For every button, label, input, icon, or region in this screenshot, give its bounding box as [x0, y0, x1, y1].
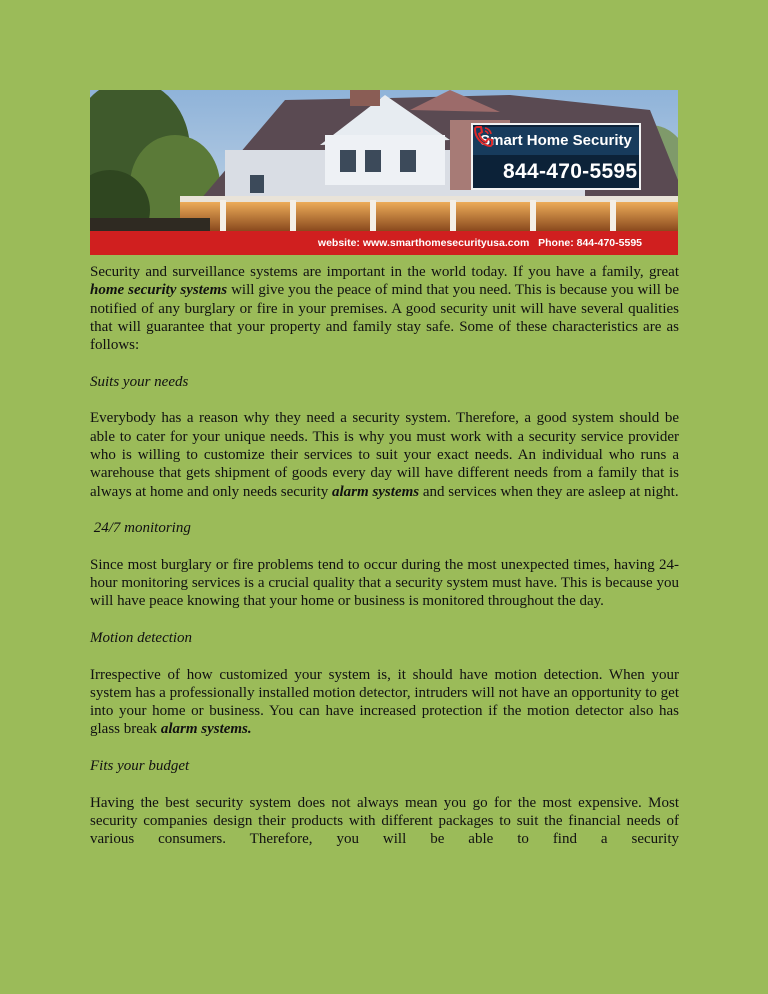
intro-text-a: Security and surveillance systems are important in the world today. If you have a family, great: [90, 264, 679, 280]
motion-keyword: alarm systems.: [160, 721, 252, 738]
section-heading-budget: Fits your budget: [90, 758, 190, 775]
section-heading-needs: Suits your needs: [90, 373, 189, 390]
section-paragraph-needs: [90, 409, 679, 500]
banner-image: [90, 90, 678, 255]
banner-footer: [90, 231, 678, 255]
needs-text-b: and services when they are asleep at night.: [419, 483, 679, 500]
section-heading-motion: Motion detection: [90, 629, 193, 646]
brand-box: [471, 123, 641, 190]
intro-text-b: will give you the peace of mind that you need. This is because you will be notified of any burglary or fire in your premises. A good security unit will have several qualities that will guarantee that your property and family stay safe. Some of these characteristics are as follows:: [90, 282, 680, 354]
article-body: [90, 263, 679, 867]
phone-icon: [473, 125, 493, 147]
banner-phone: Phone: 844-470-5595: [538, 237, 642, 249]
brand-phone: 844-470-5595: [503, 160, 638, 183]
section-heading-monitoring: 24/7 monitoring: [90, 520, 191, 537]
section-paragraph-motion: [90, 666, 679, 739]
intro-paragraph: [90, 263, 679, 354]
motion-text-a: Irrespective of how customized your system is, it should have motion detection. When your system has a professionally installed motion detector, intruders will not have an opportunity to get into your home or business. You can have increased protection if the motion detector also has glass break: [90, 666, 679, 738]
needs-keyword: alarm systems: [332, 483, 420, 500]
banner-website: website: www.smarthomesecurityusa.com: [317, 237, 530, 249]
section-paragraph-monitoring: Since most burglary or fire problems tend to occur during the most unexpected times, having 24-hour monitoring services is a crucial quality that a security system must have. This is because you will have peace knowing that your home or business is monitored throughout the day.: [90, 556, 679, 610]
brand-title: Smart Home Security: [473, 127, 639, 155]
intro-keyword: home security systems: [90, 282, 228, 299]
needs-text-a: Everybody has a reason why they need a security system. Therefore, a good system should be able to cater for your unique needs. This is why you must work with a security service provider who is willing to customize their services to suit your exact needs. An individual who runs a warehouse that gets shipment of goods every day will have different needs from a family that is always at home and only needs security: [90, 410, 679, 500]
section-paragraph-budget: Having the best security system does not always mean you go for the most expensive. Most security companies design their products with different packages to suit the financial needs of various consumers. Therefore, you will be able to find a security: [90, 794, 679, 848]
